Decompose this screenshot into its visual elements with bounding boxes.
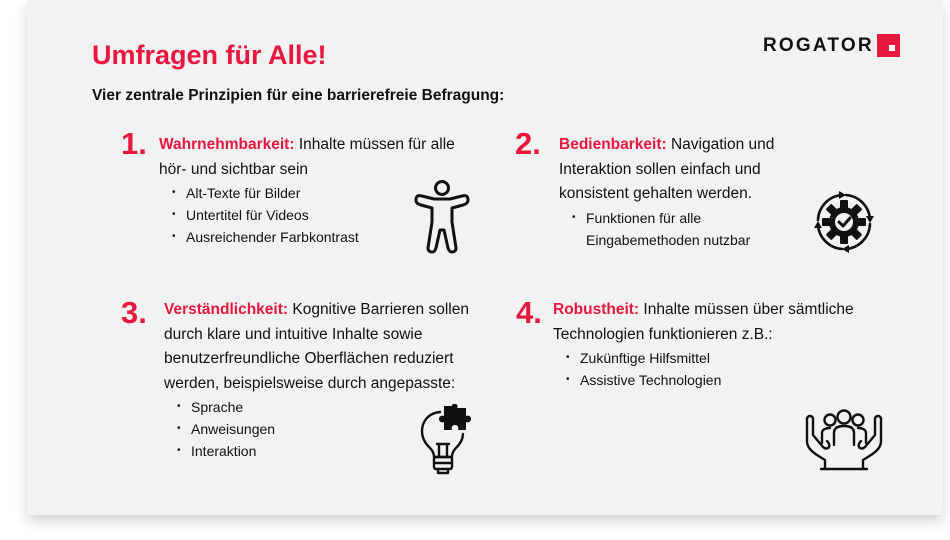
page-title: Umfragen für Alle! [92, 40, 327, 70]
list-item: • Funktionen für alle Eingabemethoden nutzbar [559, 207, 789, 251]
principle-3-description: Kognitive Barrieren sollen durch klare und intuitive Inhalte sowie benutzerfreundliche Oberflächen reduziert werden, beispielsweise durch angepasste: [164, 301, 469, 392]
principle-3-number: 3. [121, 295, 147, 330]
principle-1-number: 1. [121, 126, 147, 161]
list-item: • Ausreichender Farbkontrast [159, 226, 469, 248]
rogator-logo [763, 34, 900, 57]
principle-4-description: Inhalte müssen über sämtliche Technologien funktionieren z.B.: [553, 301, 854, 343]
list-item: • Assistive Technologien [553, 369, 893, 391]
principle-2-text [559, 133, 819, 251]
gear-check-cycle-icon [808, 186, 880, 258]
logo-text: ROGATOR [763, 34, 874, 56]
accessibility-person-icon [410, 178, 474, 254]
list-item: • Zukünftige Hilfsmittel [553, 347, 893, 369]
list-item: • Anweisungen [164, 418, 469, 440]
list-item: • Sprache [164, 396, 469, 418]
principle-4-number: 4. [516, 295, 542, 330]
principle-3-keyword: Verständlichkeit: [164, 301, 289, 318]
principle-1-keyword: Wahrnehmbarkeit: [159, 136, 295, 153]
principle-4-text [553, 298, 893, 391]
list-item: • Interaktion [164, 440, 469, 462]
principle-4-bullets [553, 347, 893, 391]
page-subtitle: Vier zentrale Prinzipien für eine barrierefreie Befragung: [92, 87, 505, 104]
logo-mark-icon [877, 34, 900, 57]
list-item: • Alt-Texte für Bilder [159, 182, 469, 204]
lightbulb-puzzle-icon [418, 404, 474, 478]
principle-2-keyword: Bedienbarkeit: [559, 136, 667, 153]
principle-1-description: Inhalte müssen für alle hör- und sichtbar sein [159, 136, 455, 178]
principle-4-keyword: Robustheit: [553, 301, 640, 318]
principle-2-bullets [559, 207, 789, 251]
principle-2-number: 2. [515, 126, 541, 161]
list-item: • Untertitel für Videos [159, 204, 469, 226]
principle-2-description: Navigation und Interaktion sollen einfach und konsistent gehalten werden. [559, 136, 775, 202]
hands-group-icon [803, 405, 885, 471]
